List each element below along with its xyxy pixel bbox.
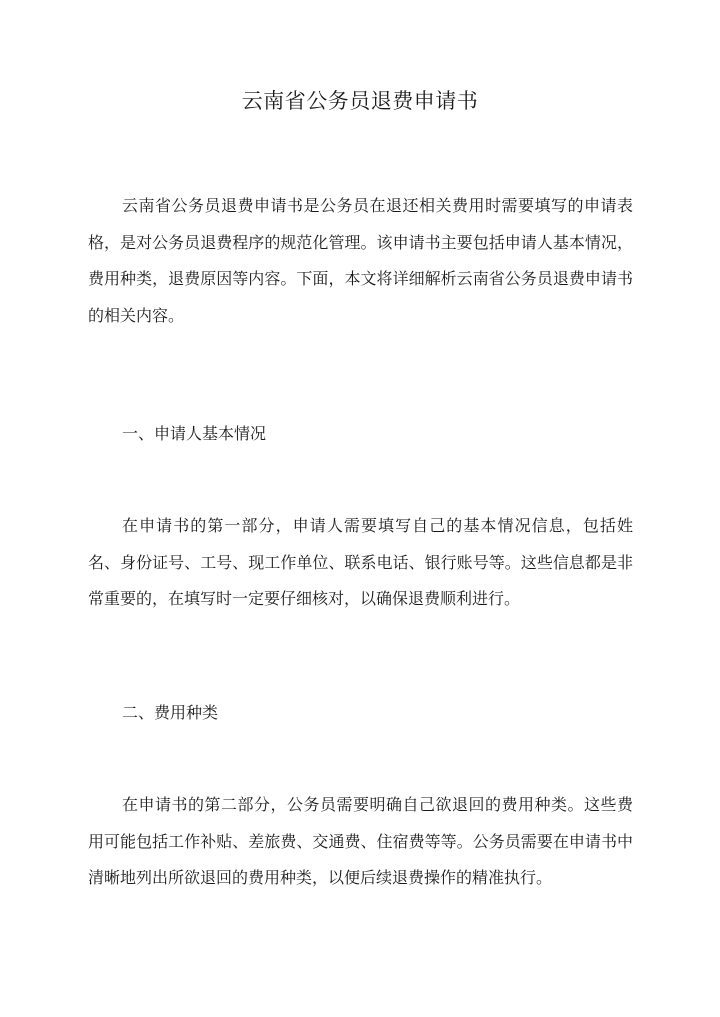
section-heading-fee-types: 二、费用种类 bbox=[122, 703, 219, 722]
section-body-applicant-info: 在申请书的第一部分，申请人需要填写自己的基本情况信息，包括姓名、身份证号、工号、现工作单位、联系电话、银行账号等。这些信息都是非常重要的，在填写时一定要仔细核对，以确保退费顺利进行。 bbox=[88, 516, 633, 608]
intro-paragraph: 云南省公务员退费申请书是公务员在退还相关费用时需要填写的申请表格，是对公务员退费程序的规范化管理。该申请书主要包括申请人基本情况，费用种类，退费原因等内容。下面，本文将详细解析云南省公务员退费申请书的相关内容。 bbox=[88, 196, 633, 325]
document-title: 云南省公务员退费申请书 bbox=[241, 89, 479, 113]
section-heading-applicant-info: 一、申请人基本情况 bbox=[122, 424, 267, 443]
section-body-fee-types: 在申请书的第二部分，公务员需要明确自己欲退回的费用种类。这些费用可能包括工作补贴、差旅费、交通费、住宿费等等。公务员需要在申请书中清晰地列出所欲退回的费用种类，以便后续退费操作的精准执行。 bbox=[88, 795, 633, 887]
